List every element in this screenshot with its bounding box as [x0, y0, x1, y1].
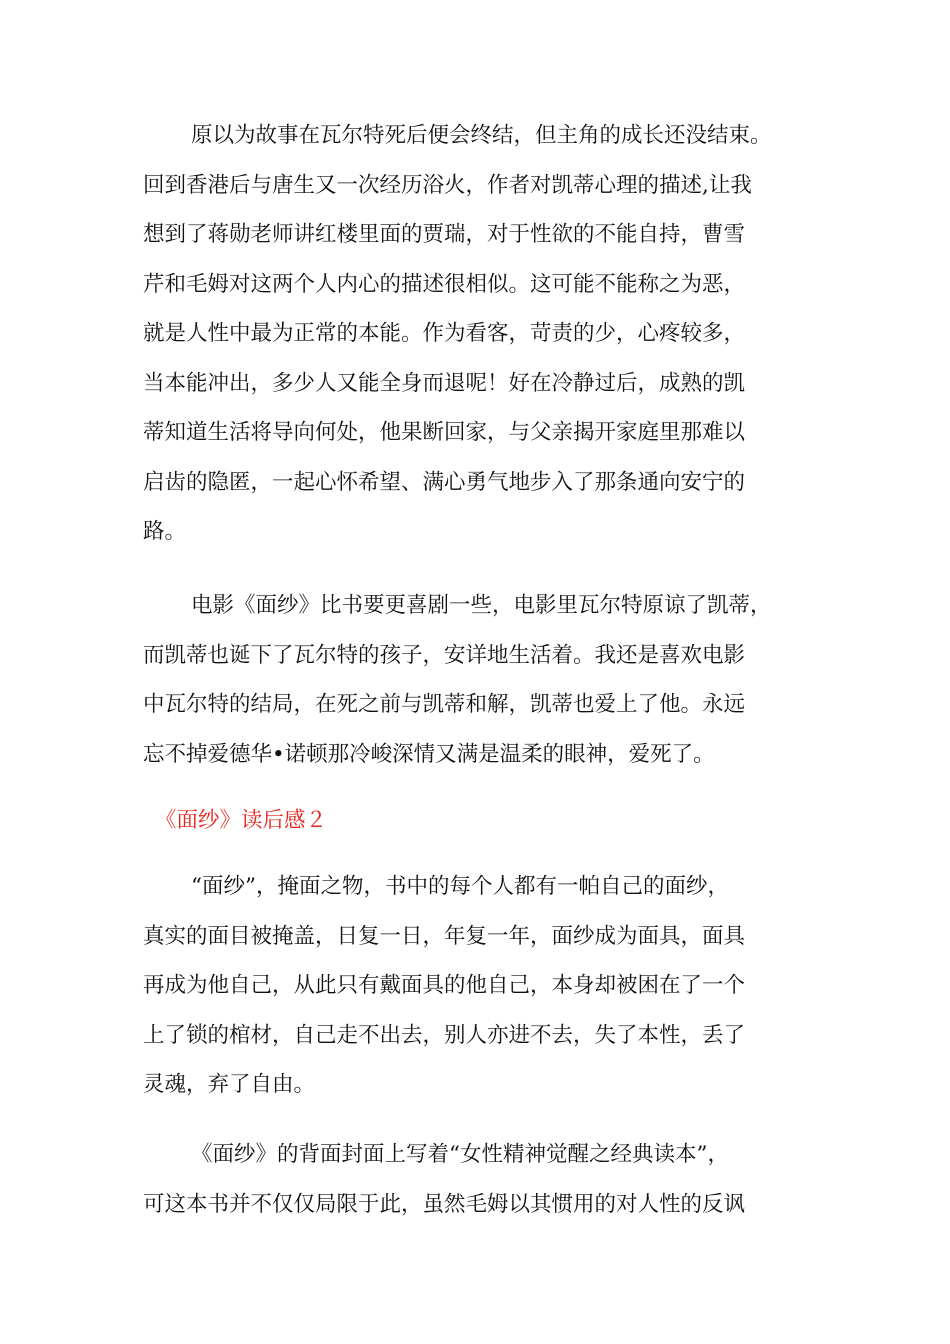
paragraph-line: 芹和毛姆对这两个人内心的描述很相似。这可能不能称之为恶， — [143, 271, 746, 297]
paragraph-line: 蒂知道生活将导向何处，他果断回家，与父亲揭开家庭里那难以 — [143, 420, 746, 445]
paragraph-line: 就是人性中最为正常的本能。作为看客，苛责的少，心疼较多， — [143, 321, 746, 346]
paragraph-line: 《面纱》的背面封面上写着“女性精神觉醒之经典读本”， — [191, 1142, 729, 1167]
paragraph-line: 原以为故事在瓦尔特死后便会终结，但主角的成长还没结束。 — [191, 123, 772, 148]
section-heading: 《面纱》读后感２ — [155, 808, 328, 833]
paragraph-line: 再成为他自己，从此只有戴面具的他自己，本身却被困在了一个 — [143, 973, 746, 998]
paragraph-line: 路。 — [143, 519, 187, 544]
paragraph-line: 上了锁的棺材，自己走不出去，别人亦进不去，失了本性，丢了 — [143, 1022, 746, 1048]
paragraph-line: 电影《面纱》比书要更喜剧一些，电影里瓦尔特原谅了凯蒂， — [191, 593, 772, 618]
paragraph-line: 而凯蒂也诞下了瓦尔特的孩子，安详地生活着。我还是喜欢电影 — [143, 642, 746, 668]
paragraph-line: 启齿的隐匿，一起心怀希望、满心勇气地步入了那条通向安宁的 — [143, 469, 746, 495]
paragraph-2 — [143, 581, 823, 779]
paragraph-line: 想到了蒋勋老师讲红楼里面的贾瑞，对于性欲的不能自持，曹雪 — [143, 222, 746, 247]
paragraph-4 — [143, 1130, 823, 1229]
paragraph-line: 当本能冲出，多少人又能全身而退呢！好在冷静过后，成熟的凯 — [143, 370, 746, 396]
paragraph-line: 回到香港后与唐生又一次经历浴火，作者对凯蒂心理的描述,让我 — [143, 172, 752, 198]
paragraph-line: 灵魂，弃了自由。 — [143, 1072, 316, 1097]
paragraph-line: 可这本书并不仅仅局限于此，虽然毛姆以其惯用的对人性的反讽 — [143, 1191, 746, 1217]
paragraph-3 — [143, 862, 823, 1110]
paragraph-line: 中瓦尔特的结局，在死之前与凯蒂和解，凯蒂也爱上了他。永远 — [143, 692, 746, 717]
paragraph-line: 真实的面目被掩盖，日复一日，年复一年，面纱成为面具，面具 — [143, 923, 746, 949]
paragraph-line: “面纱”，掩面之物，书中的每个人都有一帕自己的面纱， — [191, 874, 729, 899]
paragraph-1 — [143, 111, 823, 557]
paragraph-line: 忘不掉爱德华•诺顿那冷峻深情又满是温柔的眼神，爱死了。 — [143, 741, 715, 767]
